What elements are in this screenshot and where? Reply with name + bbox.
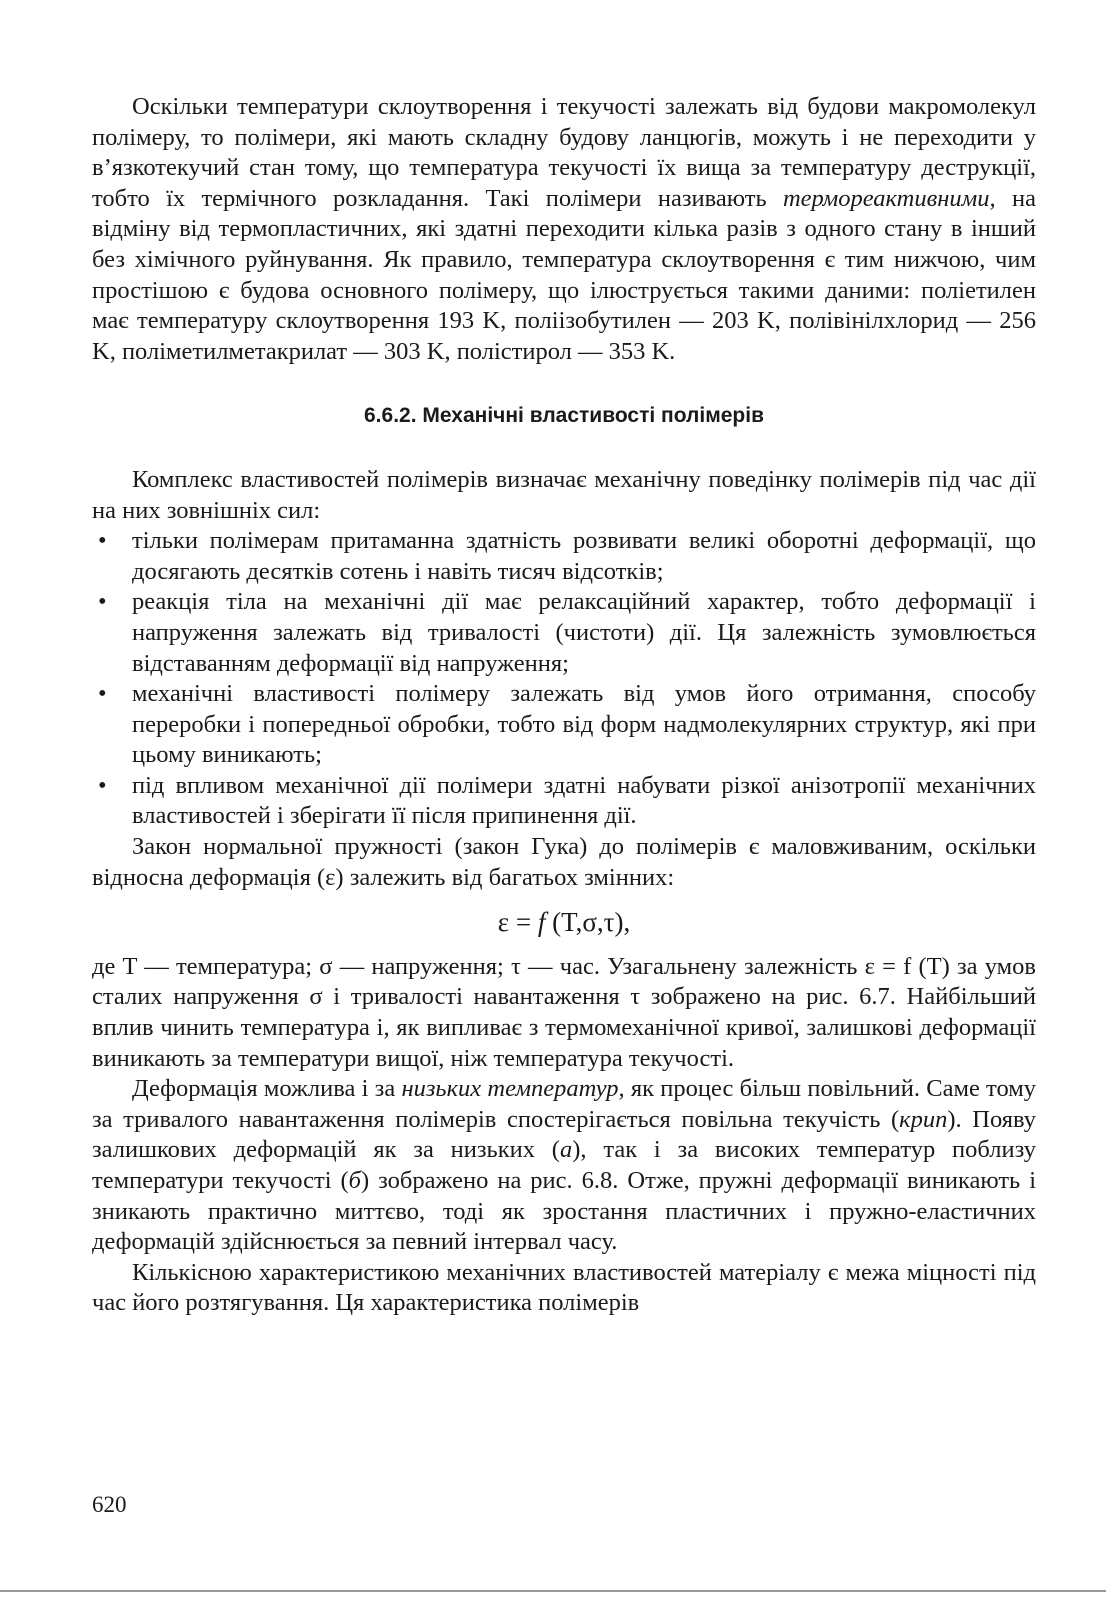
bullet-icon: • xyxy=(98,771,107,799)
strain-formula xyxy=(92,907,1036,938)
list-item-text: реакція тіла на механічні дії має релаксаційний характер, тобто деформації і напруження залежать від тривалості (чистоти) дії. Ця залежність зумовлюється відставанням деформації від напруження; xyxy=(132,588,1036,677)
paragraph-text: як процес більш повільний. Саме тому за тривалого навантаження полімерів спостерігається повільна текучість ( xyxy=(92,1075,1036,1133)
list-item xyxy=(92,771,1036,832)
bullet-icon: • xyxy=(98,588,107,616)
formula-function: f xyxy=(537,907,546,938)
page-number: 620 xyxy=(92,1492,127,1517)
page-body xyxy=(92,92,1036,1319)
list-item xyxy=(92,679,1036,771)
italic-term: крип xyxy=(899,1105,948,1133)
paragraph-text: ), так і за високих температур поблизу температури текучості ( xyxy=(92,1136,1036,1194)
paragraph-glass-transition xyxy=(92,92,1036,367)
paragraph-variables: де T — температура; σ — напруження; τ — час. Узагальнену залежність ε = f (T) за умов сталих напруження σ і тривалості навантаження τ зображено на рис. 6.7. Найбільший вплив чинить температура і, як випливає з термомеханічної кривої, залишкові деформації виникають за температури вищої, ніж температура текучості. xyxy=(92,952,1036,1072)
italic-term: термореактивними, xyxy=(782,184,996,212)
paragraph-text: Оскільки температури склоутворення і текучості залежать від будови макромолекул полімеру, то полімери, які мають складну будову ланцюгів, можуть і не переходити у в’язкотекучий стан тому, що температура текучості їх вища за температуру деструкції, тобто їх термічного розкладання. Такі полімери називають xyxy=(92,93,1036,212)
italic-term: а xyxy=(559,1136,573,1164)
italic-term: б xyxy=(348,1167,361,1194)
bullet-icon: • xyxy=(98,680,107,708)
paragraph-low-temp-deformation xyxy=(92,1074,1036,1258)
list-item-text: під впливом механічної дії полімери здатні набувати різкої анізотропії механічних властивостей і зберігати її після припинення дії. xyxy=(132,771,1036,830)
formula-args: (T,σ,τ), xyxy=(545,907,631,938)
paragraph-text: на відміну від термопластичних, які здатні переходити кілька разів з одного стану в інший без хімічного руйнування. Як правило, температура склоутворення є тим нижчою, чим простішою є будова основного полімеру, що ілюструється такими даними: поліетилен має температуру склоутворення 193 K, поліізобутилен — 203 K, полівінілхлорид — 256 K, поліметилметакрилат — 303 K, полістирол — 353 K. xyxy=(92,184,1036,365)
section-heading: 6.6.2. Механічні властивості полімерів xyxy=(364,404,764,428)
paragraph-text: Деформація можлива і за xyxy=(132,1075,402,1103)
list-item xyxy=(92,587,1036,679)
list-item xyxy=(92,526,1036,587)
italic-term: низьких температур, xyxy=(401,1075,625,1103)
list-item-text: тільки полімерам притаманна здатність розвивати великі оборотні деформації, що досягають десятків сотень і навіть тисяч відсотків; xyxy=(132,527,1036,585)
properties-bullet-list xyxy=(92,526,1036,832)
bullet-icon: • xyxy=(98,527,107,555)
list-item-text: механічні властивості полімеру залежать від умов його отримання, способу переробки і попередньої обробки, тобто від форм надмолекулярних структур, які при цьому виникають; xyxy=(132,680,1036,769)
paragraph-strength: Кількісною характеристикою механічних властивостей матеріалу є межа міцності під час його розтягування. Ця характеристика полімерів xyxy=(92,1258,1036,1317)
paragraph-hooke-law: Закон нормальної пружності (закон Гука) до полімерів є маловживаним, оскільки відносна деформація (ε) залежить від багатьох змінних: xyxy=(92,833,1036,891)
formula-lhs: ε = xyxy=(497,907,538,938)
paragraph-text: ). Появу залишкових деформацій як за низьких ( xyxy=(92,1105,1036,1164)
scan-edge-divider xyxy=(0,1590,1106,1592)
paragraph-text: ) зображено на рис. 6.8. Отже, пружні деформації виникають і зникають практично миттєво, тоді як зростання пластичних і пружно-еластичних деформацій здійснюється за певний інтервал часу. xyxy=(92,1167,1037,1256)
paragraph-properties-intro: Комплекс властивостей полімерів визначає механічну поведінку полімерів під час дії на них зовнішніх сил: xyxy=(92,465,1036,524)
